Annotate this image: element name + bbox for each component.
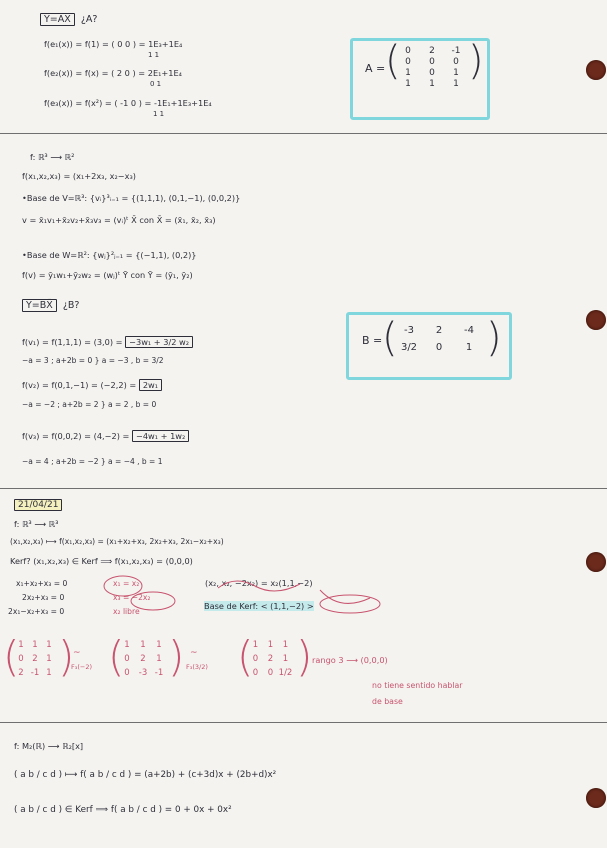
matrix-cell: 1 bbox=[124, 640, 130, 650]
matrix-a-left-paren: ( bbox=[385, 38, 401, 84]
fv3-text: f(v₃) = f(0,0,2) = (4,−2) = bbox=[22, 431, 130, 441]
section3-ker: Kerf? (x₁,x₂,x₃) ∈ Kerf ⟹ f(x₁,x₂,x₃) = (0,0,0) bbox=[10, 556, 193, 566]
section3-solution: x₂ libre bbox=[113, 607, 140, 616]
matrix-cell: 3/2 bbox=[400, 342, 418, 353]
matrix-cell: 1 bbox=[140, 640, 146, 650]
matrix-cell: 2 bbox=[267, 654, 274, 664]
matrix-cell: -3 bbox=[404, 325, 414, 336]
base-ker-highlight: Base de Kerf: < (1,1,−2) > bbox=[204, 601, 314, 611]
matrix-cell: 1 bbox=[429, 79, 435, 89]
matrix-cell: 2 bbox=[32, 654, 38, 664]
matrix-cell: -3 bbox=[138, 668, 148, 678]
section3-solution: x₃ = −2x₂ bbox=[113, 593, 151, 602]
matrix-a-label: A = bbox=[365, 62, 386, 75]
matrix-cell: 0 bbox=[429, 57, 435, 67]
section2-w-coords: f(v) = ȳ₁w₁+ȳ₂w₂ = (wⱼ)ᵗ Ȳ con Ȳ = (ȳ₁, ȳ₂) bbox=[22, 270, 193, 280]
section3-map: f: ℝ³ ⟶ ℝ³ bbox=[14, 519, 59, 529]
matrix-cell: 1/2 bbox=[278, 668, 293, 678]
matrix-cell: 0 bbox=[252, 654, 259, 664]
row-op-2: F₃(3/2) bbox=[186, 663, 208, 671]
matrix-cell: -4 bbox=[464, 325, 474, 336]
matrix-a-right-paren: ) bbox=[468, 38, 484, 84]
matrix-cell: -1 bbox=[30, 668, 40, 678]
section1-line: f(e₂(x)) = f(x) = ( 2 0 ) = 2E₁+1E₄ bbox=[44, 68, 182, 78]
matrix-cell: 1 bbox=[453, 79, 459, 89]
rank-note: de base bbox=[372, 697, 403, 706]
matrix-cell: 1 bbox=[282, 640, 289, 650]
matrix-m1-left-paren: ( bbox=[3, 632, 20, 681]
section2-def: f(x₁,x₂,x₃) = (x₁+2x₃, x₂−x₃) bbox=[22, 171, 136, 181]
section2-v-coords: v = x̄₁v₁+x̄₂v₂+x̄₃v₃ = (vᵢ)ᵗ X̄ con X̄ = (x̄₁, x̄₂, x̄₃) bbox=[22, 215, 216, 225]
matrix-cell: 1 bbox=[32, 640, 38, 650]
matrix-m3 bbox=[248, 640, 293, 678]
matrix-b-label: B = bbox=[362, 334, 383, 347]
matrix-m3-left-paren: ( bbox=[237, 632, 254, 681]
matrix-cell: 0 bbox=[453, 57, 459, 67]
section4-def: ( a b / c d ) ⟼ f( a b / c d ) = (a+2b) + (c+3d)x + (2b+d)x² bbox=[14, 770, 277, 780]
matrix-cell: 1 bbox=[405, 68, 411, 78]
matrix-cell: 1 bbox=[156, 640, 162, 650]
section3-sys-eq: x₁+x₂+x₃ = 0 bbox=[16, 579, 68, 588]
matrix-b-right-paren: ) bbox=[486, 315, 502, 361]
section1-title-box: Y=AX bbox=[40, 13, 75, 26]
matrix-cell: 0 bbox=[124, 654, 130, 664]
matrix-cell: 2 bbox=[140, 654, 146, 664]
matrix-cell: 2 bbox=[18, 668, 24, 678]
section2-base-w: •Base de W=ℝ²: {wⱼ}²ⱼ₌₁ = {(−1,1), (0,2)} bbox=[22, 250, 197, 260]
section2-sys1: −a = 3 ; a+2b = 0 } a = −3 , b = 3/2 bbox=[22, 356, 164, 365]
section1-line: f(e₃(x)) = f(x²) = ( -1 0 ) = -1E₁+1E₃+1E₄ bbox=[44, 98, 212, 108]
matrix-m2 bbox=[119, 640, 167, 678]
equivalence-sign: ~ bbox=[190, 648, 198, 658]
matrix-cell: 0 bbox=[435, 342, 443, 353]
matrix-cell: 0 bbox=[267, 668, 274, 678]
section1-subrow: 1 1 bbox=[153, 110, 165, 118]
matrix-cell: 1 bbox=[405, 79, 411, 89]
rank-statement: rango 3 ⟶ (0,0,0) bbox=[312, 655, 388, 665]
section1-question: ¿A? bbox=[80, 14, 98, 25]
matrix-cell: 0 bbox=[405, 46, 411, 56]
matrix-cell: 1 bbox=[46, 654, 52, 664]
fv2-text: f(v₂) = f(0,1,−1) = (−2,2) = bbox=[22, 380, 137, 390]
matrix-cell: 0 bbox=[18, 654, 24, 664]
matrix-b-left-paren: ( bbox=[382, 315, 398, 361]
matrix-cell: 1 bbox=[453, 68, 459, 78]
section3-solution: x₁ = x₂ bbox=[113, 579, 140, 588]
fv2-result-box: 2w₁ bbox=[139, 379, 162, 391]
matrix-cell: 1 bbox=[282, 654, 289, 664]
matrix-m1-right-paren: ) bbox=[58, 632, 75, 681]
matrix-cell: 0 bbox=[405, 57, 411, 67]
fv1-result-box: −3w₁ + 3/2 w₂ bbox=[125, 336, 193, 348]
matrix-m1 bbox=[14, 640, 56, 678]
matrix-cell: 0 bbox=[252, 668, 259, 678]
section4-ker: ( a b / c d ) ∈ Kerf ⟹ f( a b / c d ) = 0 + 0x + 0x² bbox=[14, 805, 232, 815]
section3-sys-eq: 2x₁−x₂+x₃ = 0 bbox=[8, 607, 65, 616]
matrix-m2-left-paren: ( bbox=[108, 632, 125, 681]
section2-base-v: •Base de V=ℝ³: {vᵢ}³ᵢ₌₁ = {(1,1,1), (0,1,−1), (0,0,2)} bbox=[22, 193, 241, 203]
matrix-cell: 1 bbox=[46, 668, 52, 678]
matrix-cell: 0 bbox=[429, 68, 435, 78]
section3-sys-eq: 2x₂+x₃ = 0 bbox=[22, 593, 65, 602]
rank-note: no tiene sentido hablar bbox=[372, 681, 463, 690]
section1-subrow: 0 1 bbox=[150, 80, 162, 88]
section3-def: (x₁,x₂,x₃) ⟼ f(x₁,x₂,x₃) = (x₁+x₂+x₃, 2x₂+x₃, 2x₁−x₂+x₃) bbox=[10, 537, 224, 546]
fv3-result-box: −4w₁ + 1w₂ bbox=[132, 430, 189, 442]
section2-sys3: −a = 4 ; a+2b = −2 } a = −4 , b = 1 bbox=[22, 457, 163, 466]
section3-date-box: 21/04/21 bbox=[14, 499, 62, 511]
matrix-cell: 0 bbox=[124, 668, 130, 678]
section2-map: f: ℝ³ ⟶ ℝ² bbox=[30, 152, 75, 162]
matrix-cell: -1 bbox=[451, 46, 461, 56]
matrix-cell: 1 bbox=[156, 654, 162, 664]
matrix-cell: 1 bbox=[465, 342, 473, 353]
section3-param: (x₂, x₂, −2x₂) = x₂(1,1,−2) bbox=[205, 578, 313, 588]
matrix-cell: 1 bbox=[252, 640, 259, 650]
section2-title-box: Ȳ=BX̄ bbox=[22, 299, 57, 312]
matrix-cell: 1 bbox=[18, 640, 24, 650]
equivalence-sign: ~ bbox=[73, 648, 81, 658]
section2-question: ¿B? bbox=[62, 300, 80, 311]
matrix-cell: 1 bbox=[267, 640, 274, 650]
matrix-cell: 2 bbox=[429, 46, 435, 56]
row-op-1: F₃(−2) bbox=[71, 663, 92, 671]
section4-map: f: M₂(ℝ) ⟶ ℝ₂[x] bbox=[14, 741, 84, 751]
fv1-text: f(v₁) = f(1,1,1) = (3,0) = bbox=[22, 337, 123, 347]
section1-line: f(e₁(x)) = f(1) = ( 0 0 ) = 1E₃+1E₄ bbox=[44, 39, 183, 49]
matrix-cell: -1 bbox=[154, 668, 164, 678]
matrix-m2-right-paren: ) bbox=[168, 632, 185, 681]
section1-subrow: 1 1 bbox=[148, 51, 160, 59]
matrix-cell: 1 bbox=[46, 640, 52, 650]
section2-sys2: −a = −2 ; a+2b = 2 } a = 2 , b = 0 bbox=[22, 400, 157, 409]
matrix-m3-right-paren: ) bbox=[296, 632, 313, 681]
matrix-cell: 2 bbox=[435, 325, 443, 336]
